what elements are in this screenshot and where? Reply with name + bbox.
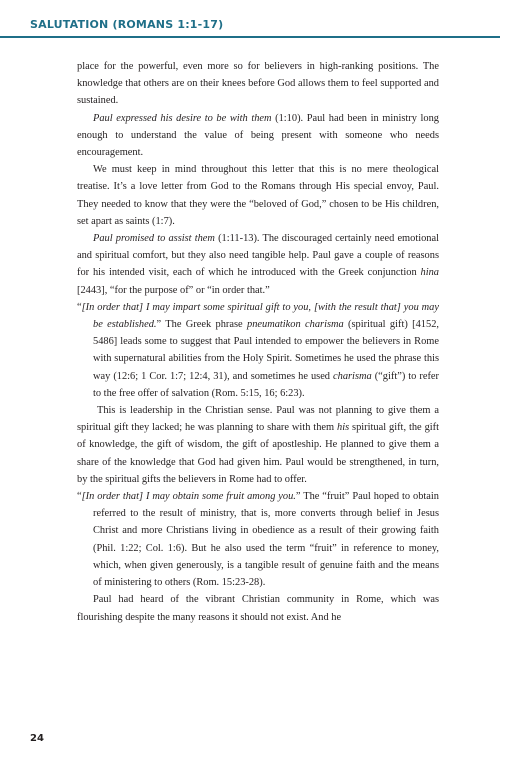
greek-term: hina (420, 267, 439, 279)
paragraph-text: [2443], “for the purpose of” or “in order that.” (77, 284, 270, 296)
paragraph-text: (1:11-13). The discouraged certainly need emotional and spiritual comfort, but they also need tangible help. Paul gave a couple of reasons for his intended visit, each of which he introduced with the Greek conjunction (77, 233, 439, 279)
lead-phrase: Paul promised to assist them (93, 233, 215, 245)
paragraph (77, 230, 439, 299)
quote-mark: “ (77, 301, 82, 313)
paragraph (77, 110, 439, 162)
quote-text: This is leadership in the Christian sense. Paul was not planning to give them a spiritual gift they lacked; he was planning to share with them (77, 405, 439, 434)
quote-text: (“gift”) to refer to the free offer of salvation (Rom. 5:15, 16; 6:23). (93, 370, 439, 399)
running-head: SALUTATION (ROMANS 1:1-17) (30, 18, 224, 31)
quote-text: (spiritual gift) [4152, 5486] leads some to suggest that Paul intended to empower the believers in Rome with supernatural abilities from the Holy Spirit. Sometimes he used the phrase this way (12:6; 1 Cor. 1:7; 12:4, 31), and sometimes he used (93, 319, 439, 382)
quote-subparagraph (77, 402, 439, 488)
paragraph: Paul had heard of the vibrant Christian community in Rome, which was flourishing despite the many reasons it should not exist. And he (77, 594, 439, 623)
quote-text: ” The Greek phrase (156, 319, 247, 331)
body-text (77, 58, 439, 626)
page-number: 24 (30, 733, 44, 744)
quote-text: spiritual gift, the gift of knowledge, the gift of wisdom, the gift of apostleship. He planned to give them a share of the knowledge that God had given him. Paul would be strengthened, in turn, by the spiritual gifts the believers in Rome had to offer. (77, 422, 439, 485)
header-rule (0, 36, 500, 38)
scripture-quote: [In order that] I may impart some spiritual gift to you, [with the result that] you may be established. (81, 301, 439, 331)
scripture-quote: [In order that] I may obtain some fruit among you. (81, 491, 296, 503)
quote-item (77, 488, 439, 591)
greek-term: charisma (333, 370, 372, 382)
emphasis: his (337, 422, 350, 434)
paragraph-text: (1:10). Paul had been in ministry long enough to understand the value of being present with someone who needs encouragement. (77, 112, 439, 159)
paragraph: We must keep in mind throughout this letter that this is no mere theological treatise. It’s a love letter from God to the Romans through His special envoy, Paul. They needed to know that they were the “beloved of God,” chosen to be His children, set apart as saints (1:7). (77, 164, 439, 227)
greek-term: pneumatikon charisma (247, 319, 344, 331)
paragraph: place for the powerful, even more so for believers in high-ranking positions. The knowledge that others are on their knees before God allows them to feel supported and sustained. (77, 61, 439, 107)
quote-mark: “ (77, 491, 82, 503)
lead-phrase: Paul expressed his desire to be with them (93, 112, 272, 124)
quote-text: ” The “fruit” Paul hoped to obtain referred to the result of ministry, that is, more converts through belief in Jesus Christ and more Christians living in obedience as a result of their growing faith (Phil. 1:22; Col. 1:6). But he also used the term “fruit” in reference to money, which, when given generously, is a tangible result of genuine faith and the means of ministering to others (Rom. 15:23-28). (93, 491, 439, 589)
quote-item (77, 299, 439, 402)
